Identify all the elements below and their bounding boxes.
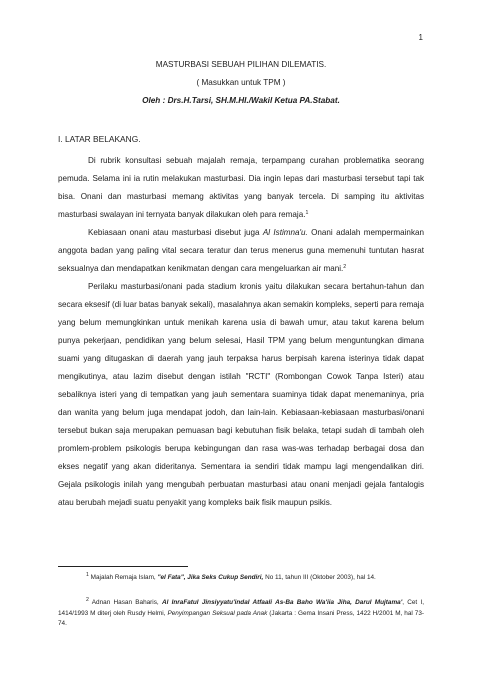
document-subtitle: ( Masukkan untuk TPM ) <box>196 78 286 87</box>
paragraph-3: Perilaku masturbasi/onani pada stadium kronis yaitu dilakukan secara bertahun-tahun dan secara eksesif (di luar batas banyak sekali), masalahnya akan semakin kompleks, seperti para remaja yang belum memungkinkan untuk menikah karena usia di bawah umur, atau takut karena belum punya pekerjaan, pendidikan yang belum selesai, Hasil TPM yang belum menguntungkan dimana suami yang ditugaskan di daerah yang jauh terpaksa harus berpisah karena isterinya tidak dapat mengikutinya, atau lazim disebut dengan istilah "RCTI" (Rombongan Cowok Tanpa Isteri) atau sebaliknya isteri yang di tempatkan yang jauh sementara suaminya tidak dapat menemaninya, pria dan wanita yang belum juga mendapat jodoh, dan lain-lain. Kebiasaan-kebiasaan masturbasi/onani tersebut bukan saja merupakan pemuasan bagi kebutuhan fisik belaka, tetapi sudah di tambah oleh promlem-problem psikologis berupa kebingungan dan rasa was-was terhadap berbagai dosa dan ekses negatif yang akan dideritanya. Sementara ia sendiri tidak mampu lagi mengendalikan diri. Gejala psikologis inilah yang mengubah perbuatan masturbasi atau onani menjadi gejala fantalogis atau berubah mejadi suatu penyakit yang kompleks baik fisik maupun psikis. <box>58 282 424 507</box>
footnote-ref-2: 2 <box>343 264 347 270</box>
footnote-1: $^1$ Majalah Remaja Islam, "el Fata", Jika Seks Cukup Sendiri, No 11, tahun III (Oktober 2003), hal 14. <box>86 572 376 581</box>
document-header <box>58 56 424 110</box>
section-heading: I. LATAR BELAKANG. <box>58 134 141 144</box>
footnote-divider <box>58 566 188 567</box>
body-text <box>58 152 424 512</box>
paragraph-2: Kebiasaan onani atau masturbasi disebut juga Al Istimna'u. Onani adalah mempermainkan anggota badan yang paling vital secara teratur dan terus menerus guna memenuhi tuntutan hasrat seksualnya dan mendapatkan kenikmatan dengan cara mengeluarkan air mani.$^2$ <box>58 228 424 273</box>
footnote-2: $^2$ Adnan Hasan Baharis, Al InraFatul Jinsiyyatu'indal Atfaali As-Ba Baho Wa'iia Jiha, Darul Mujtama', Cet I, 1414/1993 M diterj oleh Rusdy Helmi, Penyimpangan Seksual pada Anak (Jakarta : Gema Insani Press, 1422 H/2001 M, hal 73-74. <box>58 597 425 627</box>
page-number: 1 <box>418 33 423 42</box>
document-author: Oleh : Drs.H.Tarsi, SH.M.HI./Wakil Ketua PA.Stabat. <box>142 96 340 105</box>
term-istimna: Al Istimna'u. <box>262 228 308 237</box>
document-title: MASTURBASI SEBUAH PILIHAN DILEMATIS. <box>155 60 327 69</box>
paragraph-1: Di rubrik konsultasi sebuah majalah remaja, terpampang curahan problematika seorang pemuda. Selama ini ia rutin melakukan masturbasi. Dia ingin lepas dari masturbasi tersebut tapi tak bisa. Onani dan masturbasi memang aktivitas yang banyak tercela. Di samping itu aktivitas masturbasi swalayan ini ternyata banyak dilakukan oleh para remaja.$^1$ <box>58 156 424 219</box>
footnote-ref-1: 1 <box>305 210 309 216</box>
